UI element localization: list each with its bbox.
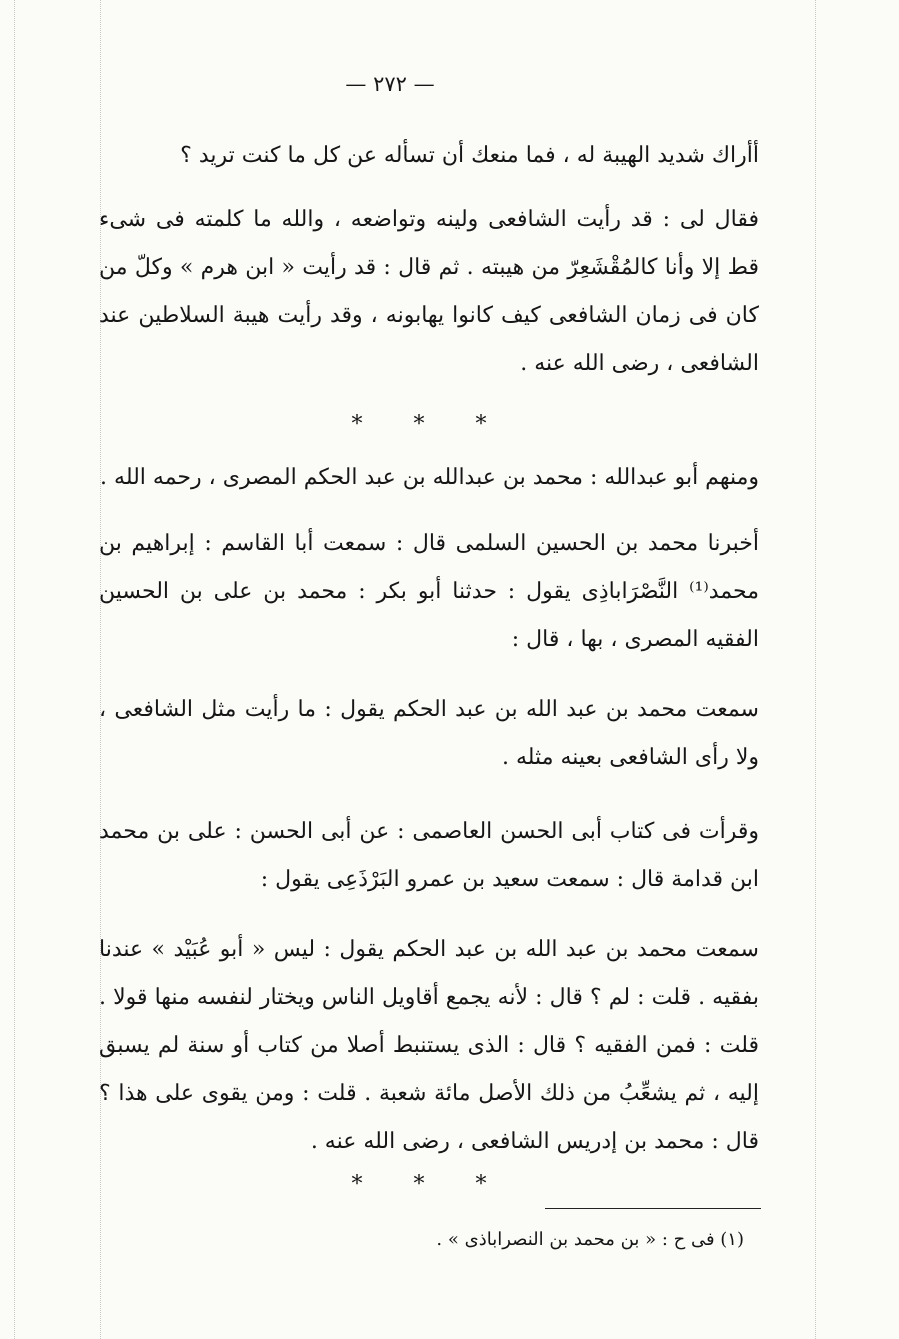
- paragraph-asimi-book: وقرأت فى كتاب أبى الحسن العاصمى : عن أبى الحسن : على بن محمد ابن قدامة قال : سمعت سعيد بن عمرو البَرْذَعِى يقول :: [99, 819, 759, 892]
- paragraph-question: أأراك شديد الهيبة له ، فما منعك أن تسأله عن كل ما كنت تريد ؟: [180, 143, 759, 168]
- section-separator: * * *: [351, 412, 509, 437]
- scan-guide-line: [815, 0, 816, 1339]
- paragraph-never-seen-like: سمعت محمد بن عبد الله بن عبد الحكم يقول : ما رأيت مثل الشافعى ، ولا رأى الشافعى بعينه مثله .: [99, 697, 759, 770]
- scan-guide-line: [14, 0, 15, 1339]
- paragraph-abu-ubayd-faqih: سمعت محمد بن عبد الله بن عبد الحكم يقول : ليس « أبو عُبَيْد » عندنا بفقيه . قلت : لم ؟ قال : لأنه يجمع أقاويل الناس ويختار لنفسه منها قولا . قلت : فمن الفقيه ؟ قال : الذى يستنبط أصلا من كتاب أو سنة لم يسبق إليه ، ثم يشعِّبُ من ذلك الأصل مائة شعبة . قلت : ومن يقوى على هذا ؟ قال : محمد بن إدريس الشافعى ، رضى الله عنه .: [99, 937, 759, 1154]
- paragraph-ibn-abd-al-hakam-intro: ومنهم أبو عبدالله : محمد بن عبدالله بن عبد الحكم المصرى ، رحمه الله .: [100, 465, 759, 490]
- footnote: (١) فى ح : « بن محمد بن النصراباذى » .: [436, 1229, 744, 1250]
- section-separator: * * *: [351, 1172, 509, 1197]
- paragraph-shafii-awe: فقال لى : قد رأيت الشافعى ولينه وتواضعه ، والله ما كلمته فى شىء قط إلا وأنا كالمُقْشَعِرّ من هيبته . ثم قال : قد رأيت « ابن هرم » وكلّ من كان فى زمان الشافعى كيف كانوا يهابونه ، وقد رأيت هيبة السلاطين عند الشافعى ، رضى الله عنه .: [99, 207, 759, 376]
- paragraph-isnad-nasrabadhi: أخبرنا محمد بن الحسين السلمى قال : سمعت أبا القاسم : إبراهيم بن محمد⁽¹⁾ النَّصْرَاباذِى يقول : حدثنا أبو بكر : محمد بن على بن الحسين الفقيه المصرى ، بها ، قال :: [99, 531, 759, 652]
- page-number: — ٢٧٢ —: [345, 72, 435, 96]
- footnote-divider: [545, 1208, 761, 1209]
